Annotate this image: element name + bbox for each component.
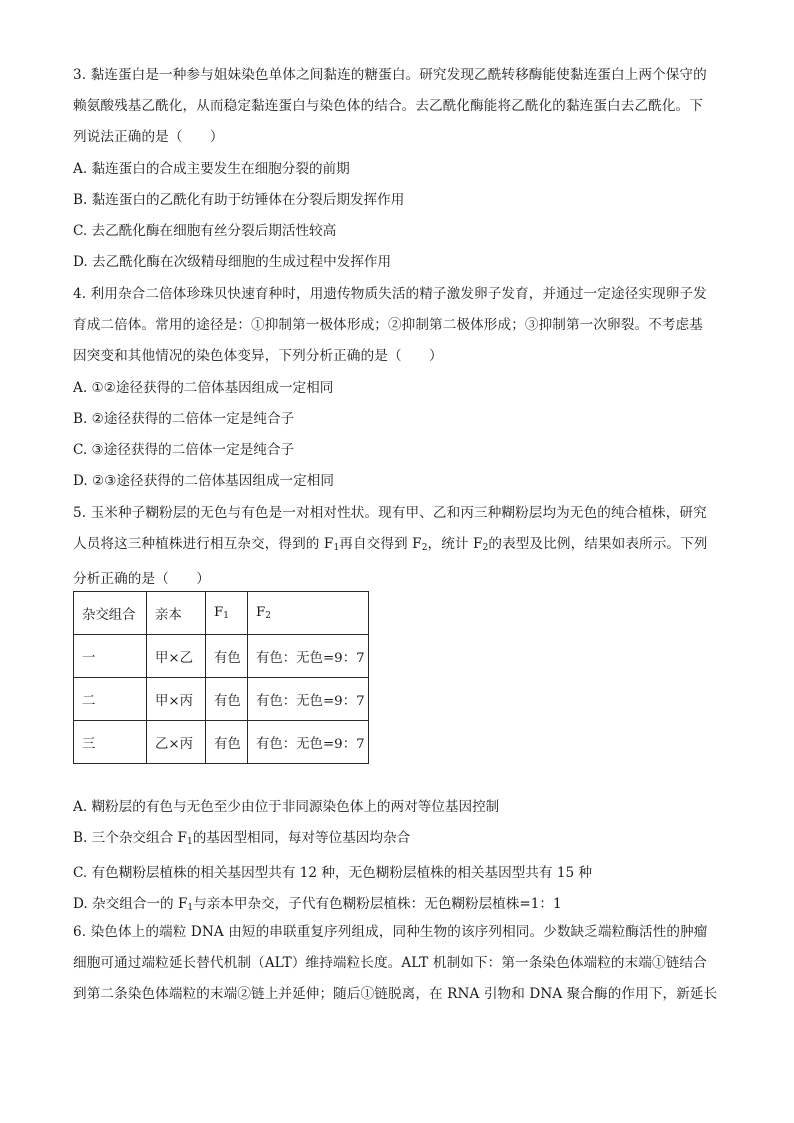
- table-header-row: [74, 592, 369, 635]
- question-4-option-c: C. ③途径获得的二倍体一定是纯合子: [73, 442, 295, 458]
- question-6-line: 6. 染色体上的端粒 DNA 由短的串联重复序列组成，同种生物的该序列相同。少数缺乏端粒酶活性的肿瘤: [73, 924, 708, 940]
- question-3-options: [73, 154, 723, 278]
- text-run: B. 三个杂交组合 F: [73, 830, 187, 846]
- question-6-line: 到第二条染色体端粒的末端②链上并延伸；随后①链脱离，在 RNA 引物和 DNA 聚合酶的作用下，新延长: [73, 986, 718, 1003]
- table-cell: 甲×丙: [147, 678, 206, 721]
- subscript: 1: [333, 543, 340, 554]
- question-3-line: 赖氨酸残基乙酰化，从而稳定黏连蛋白与染色体的结合。去乙酰化酶能将乙酰化的黏连蛋白去乙酰化。下: [73, 98, 703, 115]
- table-cell: 乙×丙: [147, 721, 206, 764]
- table-cell: 有色：无色=9：7: [248, 721, 369, 764]
- text-run: 人员将这三种植株进行相互杂交，得到的 F: [73, 536, 334, 553]
- table-cell: 有色: [206, 721, 248, 764]
- question-3-option-d: D. 去乙酰化酶在次级精母细胞的生成过程中发挥作用: [73, 254, 392, 270]
- question-5-line: 5. 玉米种子糊粉层的无色与有色是一对相对性状。现有甲、乙和丙三种糊粉层均为无色的纯合植株，研究: [73, 505, 707, 521]
- question-3-option-a: A. 黏连蛋白的合成主要发生在细胞分裂的前期: [73, 161, 350, 177]
- question-4-options: [73, 373, 723, 497]
- subscript: 1: [187, 903, 194, 913]
- table-row: [74, 721, 369, 764]
- table-cell: 有色：无色=9：7: [248, 635, 369, 678]
- text-run: 的表型及比例，结果如表所示。下列: [488, 536, 708, 553]
- question-4-line: 因突变和其他情况的染色体变异，下列分析正确的是（ ）: [73, 348, 443, 365]
- question-5-stem: [73, 498, 723, 596]
- question-3-line: 列说法正确的是（ ）: [73, 129, 224, 146]
- question-5-line: 分析正确的是（ ）: [73, 571, 210, 588]
- text-run: F: [256, 605, 266, 620]
- question-3-stem: [73, 60, 723, 154]
- question-4-option-b: B. ②途径获得的二倍体一定是纯合子: [73, 411, 295, 427]
- table-header-cell: 亲本: [147, 592, 206, 635]
- text-run: 与亲本甲杂交，子代有色糊粉层植株：无色糊粉层植株=1：1: [193, 896, 562, 912]
- question-4-line: 育成二倍体。常用的途径是：①抑制第一极体形成；②抑制第二极体形成；③抑制第一次卵裂。不考虑基: [73, 317, 703, 334]
- subscript: 2: [482, 543, 489, 554]
- table-cell: 二: [74, 678, 147, 721]
- table-header-cell: 杂交组合: [74, 592, 147, 635]
- question-5-option-c: C. 有色糊粉层植株的相关基因型共有 12 种，无色糊粉层植株的相关基因型共有 15 种: [73, 865, 593, 881]
- question-4-line: 4. 利用杂合二倍体珍珠贝快速育种时，用遗传物质失活的精子激发卵子发育，并通过一定途径实现卵子发: [73, 286, 707, 302]
- table-cell: 有色: [206, 635, 248, 678]
- text-run: F: [214, 605, 224, 620]
- question-5-options: [73, 792, 723, 924]
- table-cell: 甲×乙: [147, 635, 206, 678]
- text-run: D. 杂交组合一的 F: [73, 896, 188, 912]
- table-header-cell: [206, 592, 248, 635]
- text-run: 的基因型相同，每对等位基因均杂合: [192, 830, 411, 846]
- question-6-stem: [73, 917, 723, 1011]
- question-4-option-d: D. ②③途径获得的二倍体基因组成一定相同: [73, 473, 334, 489]
- question-5-option-a: A. 糊粉层的有色与无色至少由位于非同源染色体上的两对等位基因控制: [73, 799, 500, 815]
- question-4-stem: [73, 279, 723, 373]
- table-row: [74, 635, 369, 678]
- question-6-line: 细胞可通过端粒延长替代机制（ALT）维持端粒长度。ALT 机制如下：第一条染色体端粒的末端①链结合: [73, 955, 707, 972]
- question-5-option-b: [73, 823, 723, 858]
- question-3-option-c: C. 去乙酰化酶在细胞有丝分裂后期活性较高: [73, 223, 337, 239]
- text-run: ，统计 F: [427, 536, 483, 553]
- cross-results-table: [73, 591, 369, 764]
- subscript: 2: [265, 611, 272, 621]
- question-5-line: [73, 529, 723, 564]
- table-cell: 一: [74, 635, 147, 678]
- subscript: 2: [421, 543, 428, 554]
- table-header-cell: [248, 592, 369, 635]
- subscript: 1: [223, 611, 230, 621]
- table-cell: 有色：无色=9：7: [248, 678, 369, 721]
- table-row: [74, 678, 369, 721]
- question-4-option-a: A. ①②途径获得的二倍体基因组成一定相同: [73, 380, 334, 396]
- question-3-option-b: B. 黏连蛋白的乙酰化有助于纺锤体在分裂后期发挥作用: [73, 192, 405, 208]
- text-run: 再自交得到 F: [339, 536, 422, 553]
- table-cell: 有色: [206, 678, 248, 721]
- subscript: 1: [186, 837, 193, 847]
- question-3-line: 3. 黏连蛋白是一种参与姐妹染色单体之间黏连的糖蛋白。研究发现乙酰转移酶能使黏连蛋白上两个保守的: [73, 67, 707, 83]
- table-cell: 三: [74, 721, 147, 764]
